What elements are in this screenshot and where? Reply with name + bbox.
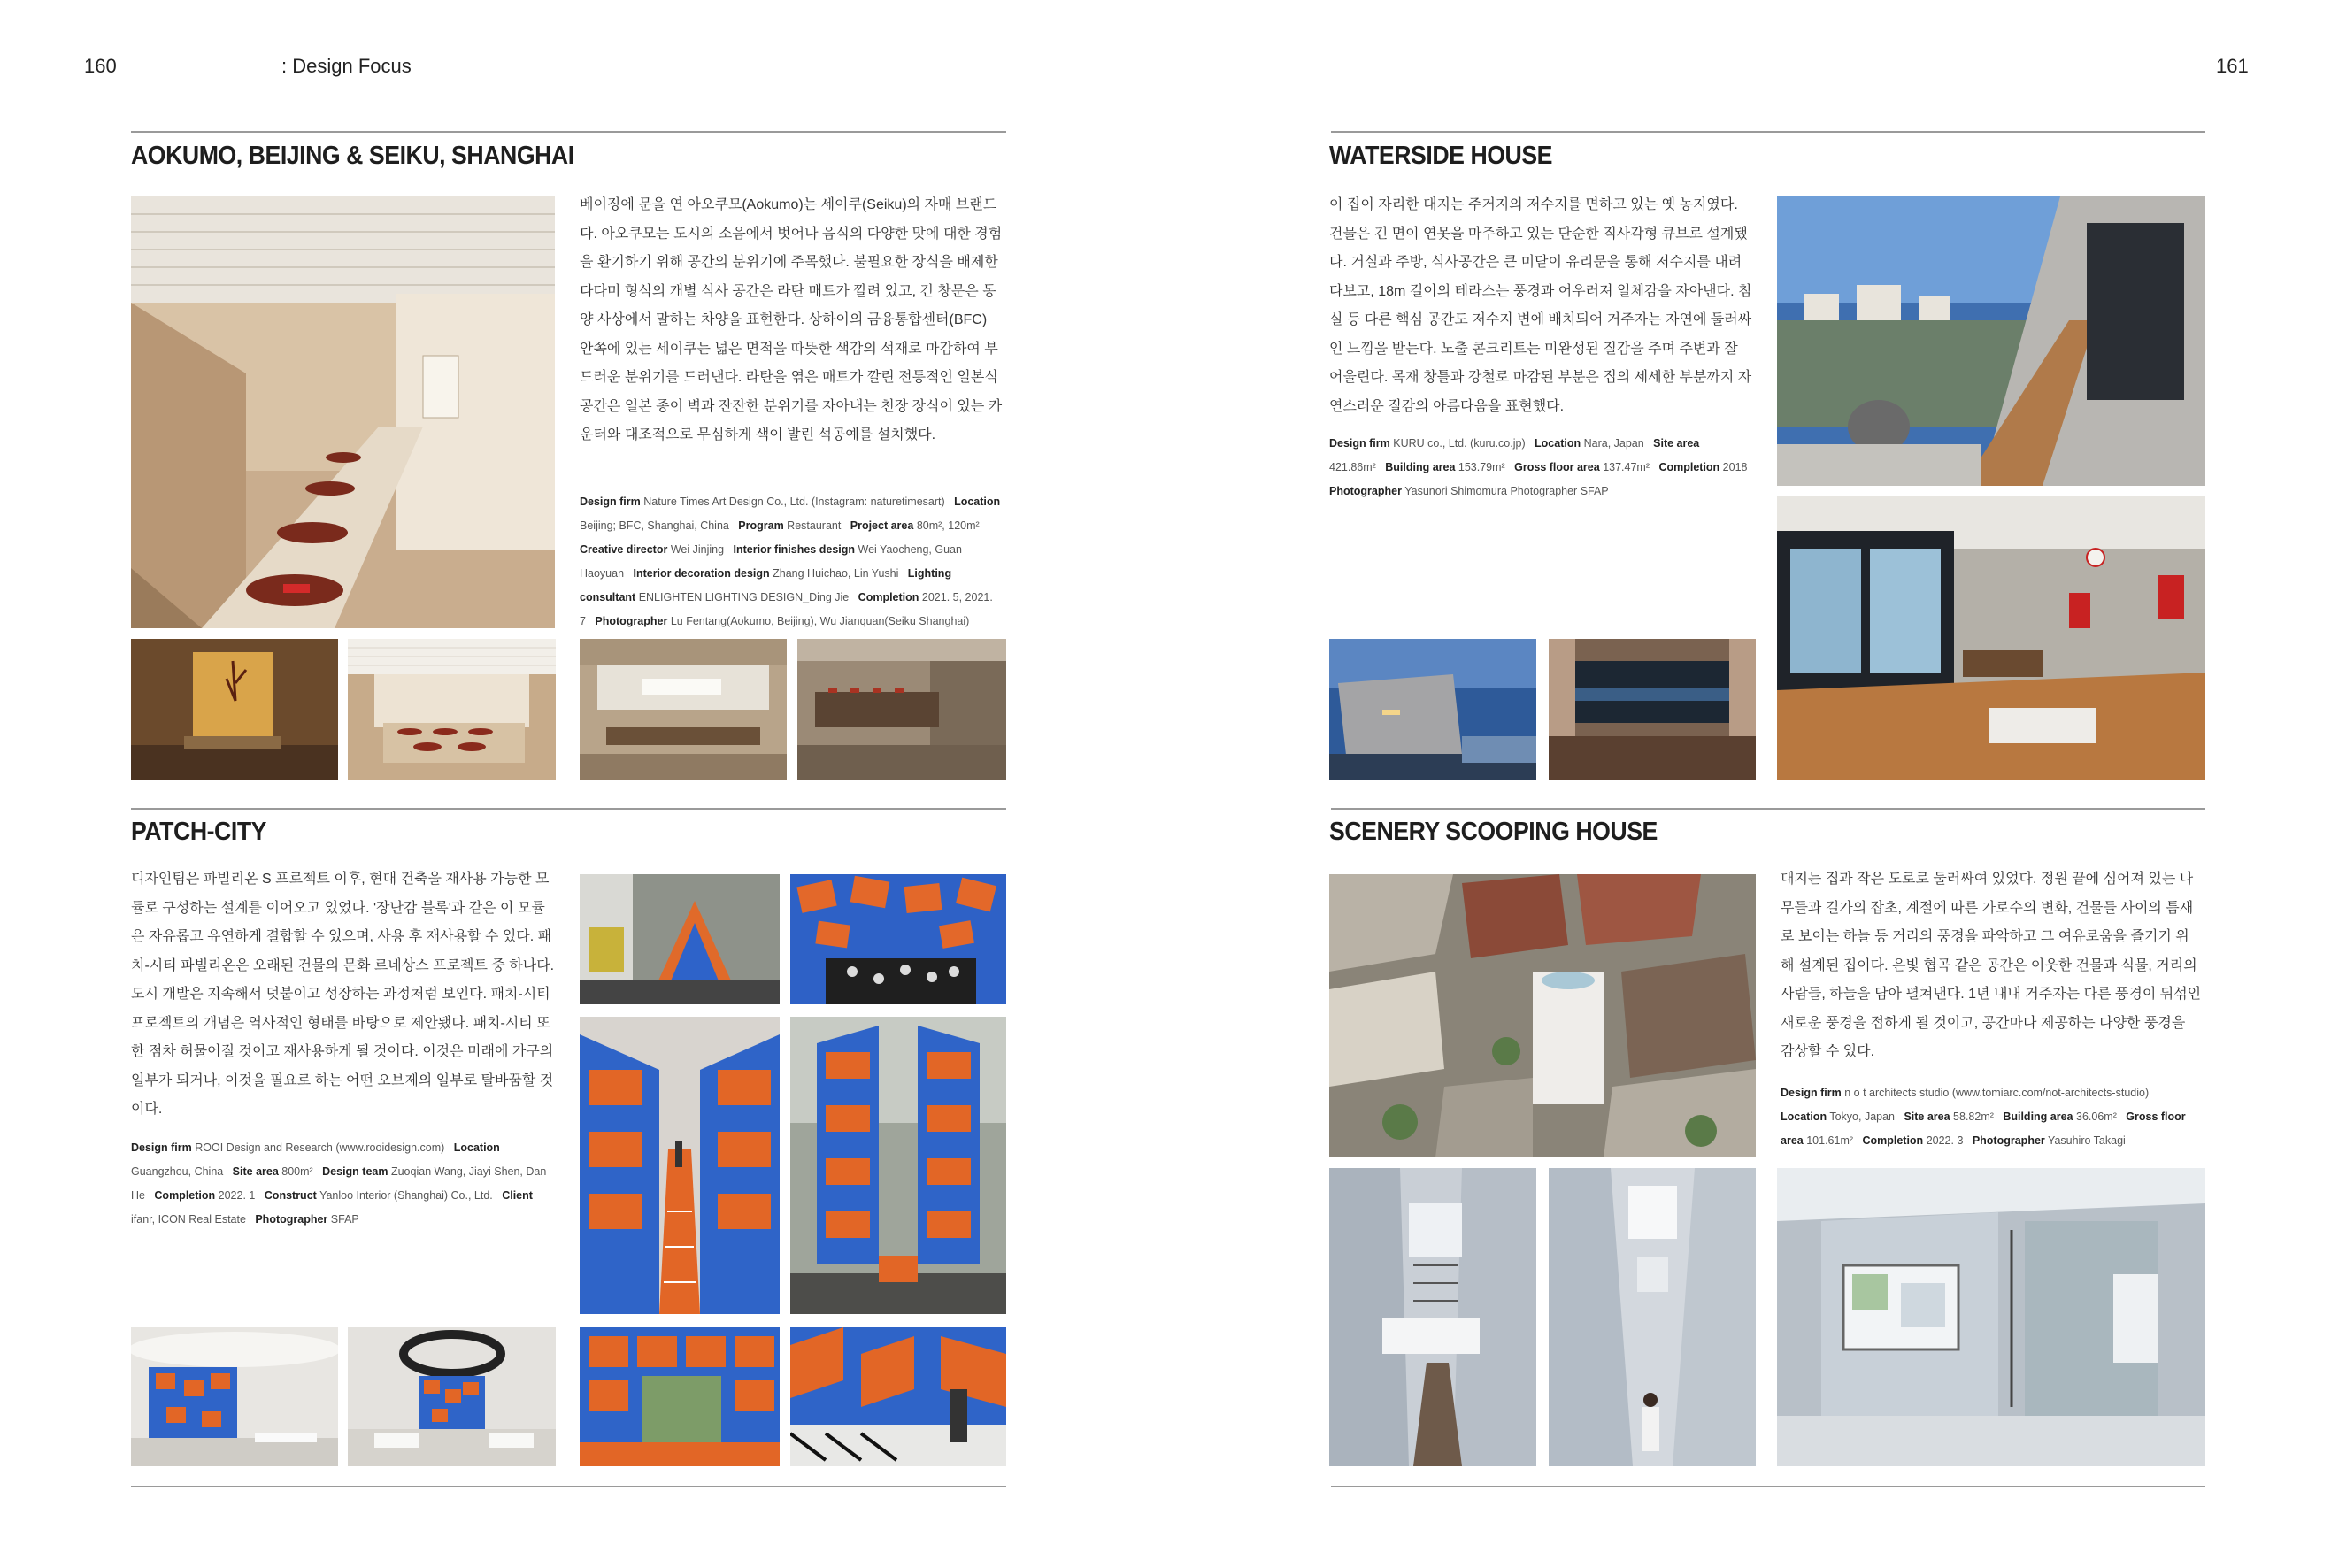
body-scenery: 대지는 집과 작은 도로로 둘러싸여 있었다. 정원 끝에 심어져 있는 나무들과 길가의 잡초, 계절에 따른 가로수의 변화, 건물들 사이의 틈새로 보이는 하늘 등 거리의 풍경을 파악하고 그 여유로움을 즐기기 위해 설계된 집이다. 은빛 협곡 같은 공간은 이웃한 건물과 식물, 거리의 사람들, 하늘을 담아 펼쳐낸다. 1년 내내 거주자는 다른 풍경이 뒤섞인 새로운 풍경을 접하게 될 것이고, 공간마다 제공하는 다양한 풍경을 감상할 수 있다. (1781, 872, 2202, 1059)
body-waterside: 이 집이 자리한 대지는 주거지의 저수지를 면하고 있는 옛 농지였다. 건물은 긴 면이 연못을 마주하고 있는 단순한 직사각형 큐브로 설계됐다. 거실과 주방, 식사공간은 큰 미닫이 유리문을 통해 저수지를 내려다보고, 18m 길이의 테라스는 풍경과 어우러져 일체감을 자아낸다. 침실 등 다른 핵심 공간도 저수지 변에 배치되어 거주자는 자연에 둘러싸인 느낌을 받는다. 노출 콘크리트는 미완성된 질감을 주며 주변과 잘 어울린다. 목재 창틀과 강철로 마감된 부분은 집의 세세한 부분까지 자연스러운 질감의 아름다움을 표현했다. (1329, 197, 1752, 414)
credit-label: Location (453, 1141, 500, 1154)
credit-value: Restaurant (787, 519, 842, 532)
project-title-waterside: WATERSIDE HOUSE (1329, 142, 1553, 170)
credit-label: Site area (1904, 1111, 1950, 1123)
photo-patch-city-interior-1 (131, 1327, 338, 1466)
photo-scenery-void (1549, 1168, 1756, 1466)
credit-value: Lu Fentang(Aokumo, Beijing), Wu Jianquan(Seiku Shanghai) (670, 615, 970, 627)
credits-patch-city (131, 1136, 556, 1232)
credit-label: Design team (322, 1165, 388, 1178)
credit-label: Gross floor area (1514, 461, 1600, 473)
photo-aokumo-main (131, 196, 555, 628)
credits-aokumo (580, 490, 1006, 634)
credit-value: 101.61m² (1806, 1134, 1854, 1147)
section-label: : Design Focus (281, 55, 412, 77)
project-title-aokumo: AOKUMO, BEIJING & SEIKU, SHANGHAI (131, 142, 574, 170)
right-page-number: 161 (2216, 55, 2249, 77)
credit-value: KURU co., Ltd. (kuru.co.jp) (1393, 437, 1526, 450)
credit-label: Design firm (1329, 437, 1390, 450)
credit-value: ROOI Design and Research (www.rooidesign.com) (195, 1141, 445, 1154)
credit-value: Wei Jinjing (670, 543, 725, 556)
credit-value: Wei Yaocheng, Guan Haoyuan (580, 543, 962, 580)
photo-seiku-room (797, 639, 1006, 780)
credit-label: Location (954, 496, 1001, 508)
photo-patch-city-tunnel (580, 1017, 780, 1314)
credit-label: Project area (850, 519, 914, 532)
credit-value: Guangzhou, China (131, 1165, 224, 1178)
credit-label: Location (1781, 1111, 1827, 1123)
credit-label: Interior decoration design (633, 567, 770, 580)
credit-value: ifanr, ICON Real Estate (131, 1213, 246, 1226)
credit-value: Zhang Huichao, Lin Yushi (773, 567, 899, 580)
photo-waterside-night-interior (1549, 639, 1756, 780)
credit-label: Program (738, 519, 784, 532)
credit-label: Design firm (1781, 1087, 1842, 1099)
photo-patch-city-blocks-2 (790, 1327, 1006, 1466)
photo-waterside-living (1777, 496, 2205, 780)
credit-value: Yasunori Shimomura Photographer SFAP (1404, 485, 1609, 497)
credit-label: Gross floor area (1781, 1111, 2186, 1147)
photo-patch-city-blocks-1 (580, 1327, 780, 1466)
credit-value: n o t architects studio (www.tomiarc.com/not-architects-studio) (1844, 1087, 2150, 1099)
credit-value: 2021. 5, 2021. 7 (580, 591, 993, 627)
credit-value: SFAP (330, 1213, 359, 1226)
credits-scenery (1781, 1081, 2202, 1153)
credit-label: Building area (1385, 461, 1456, 473)
credits-waterside (1329, 432, 1754, 503)
photo-waterside-exterior (1329, 639, 1536, 780)
credit-label: Photographer (595, 615, 668, 627)
divider-mid-left (131, 808, 1006, 810)
photo-patch-city-interior-2 (348, 1327, 556, 1466)
credit-label: Building area (2003, 1111, 2073, 1123)
body-aokumo: 베이징에 문을 연 아오쿠모(Aokumo)는 세이쿠(Seiku)의 자매 브랜드다. 아오쿠모는 도시의 소음에서 벗어나 음식의 다양한 맛에 대한 경험을 환기하기 위해 공간의 분위기에 주목했다. 불필요한 장식을 배제한 다다미 형식의 개별 식사 공간은 라탄 매트가 깔려 있고, 긴 창문은 동양 사상에서 말하는 차양을 표현한다. 상하이의 금융통합센터(BFC) 안쪽에 있는 세이쿠는 넓은 면적을 따뜻한 색감의 석재로 마감하여 부드러운 분위기를 드러낸다. 라탄을 엮은 매트가 깔린 전통적인 일본식 공간은 일본 종이 벽과 잔잔한 분위기를 자아내는 천장 장식이 있는 카운터와 대조적으로 무심하게 색이 발린 석공예를 설치했다. (580, 197, 1003, 442)
credit-value: 80m², 120m² (916, 519, 980, 532)
credit-value: 137.47m² (1603, 461, 1650, 473)
credit-label: Photographer (1329, 485, 1402, 497)
photo-aokumo-private-room (580, 639, 787, 780)
body-patch-city: 디자인팀은 파빌리온 S 프로젝트 이후, 현대 건축을 재사용 가능한 모듈로 구성하는 설계를 이어오고 있었다. '장난감 블록'과 같은 이 모듈은 자유롭고 유연하게 결합할 수 있으며, 사용 후 재사용할 수 있다. 패치-시티 파빌리온은 오래된 건물의 문화 르네상스 프로젝트 중 하나다. 도시 개발은 지속해서 덧붙이고 성장하는 과정처럼 보인다. 패치-시티 프로젝트의 개념은 역사적인 형태를 바탕으로 제안됐다. 패치-시티 또한 점차 허물어질 것이고 재사용하게 될 것이다. 이것은 미래에 가구의 일부가 되거나, 이것을 필요로 하는 어떤 오브제의 일부로 탈바꿈할 것이다. (131, 872, 555, 1117)
credit-value: 800m² (281, 1165, 313, 1178)
credit-value: Nature Times Art Design Co., Ltd. (Instagram: naturetimesart) (643, 496, 945, 508)
credit-value: 58.82m² (1953, 1111, 1994, 1123)
credit-label: Construct (264, 1189, 317, 1202)
credit-value: ENLIGHTEN LIGHTING DESIGN_Ding Jie (638, 591, 850, 603)
credit-label: Creative director (580, 543, 668, 556)
credit-value: 2022. 1 (218, 1189, 256, 1202)
project-title-patch-city: PATCH-CITY (131, 818, 266, 846)
credit-value: Yasuhiro Takagi (2048, 1134, 2126, 1147)
credit-label: Completion (1862, 1134, 1924, 1147)
photo-scenery-aerial (1329, 874, 1756, 1157)
credit-label: Interior finishes design (733, 543, 856, 556)
photo-scenery-stair (1329, 1168, 1536, 1466)
credit-value: Tokyo, Japan (1829, 1111, 1896, 1123)
photo-scenery-bathroom (1777, 1168, 2205, 1466)
credit-value: Zuoqian Wang, Jiayi Shen, Dan He (131, 1165, 547, 1202)
credit-value: 36.06m² (2076, 1111, 2117, 1123)
photo-patch-city-crowd (790, 874, 1006, 1004)
divider-bottom-left (131, 1486, 1006, 1487)
divider-top-left (131, 131, 1006, 133)
photo-waterside-terrace (1777, 196, 2205, 486)
credit-value: Beijing; BFC, Shanghai, China (580, 519, 729, 532)
credit-label: Lighting consultant (580, 567, 952, 603)
credit-label: Design firm (580, 496, 641, 508)
credit-label: Completion (154, 1189, 216, 1202)
photo-patch-city-street (580, 874, 780, 1004)
credit-value: Nara, Japan (1583, 437, 1644, 450)
credit-label: Site area (232, 1165, 279, 1178)
divider-top-right (1331, 131, 2205, 133)
photo-aokumo-room (348, 639, 556, 780)
credit-label: Site area (1653, 437, 1700, 450)
credit-value: 2022. 3 (1926, 1134, 1964, 1147)
credit-label: Location (1535, 437, 1581, 450)
left-page-number: 160 (84, 55, 117, 77)
photo-aokumo-niche (131, 639, 338, 780)
divider-bottom-right (1331, 1486, 2205, 1487)
credit-label: Design firm (131, 1141, 192, 1154)
credit-value: 421.86m² (1329, 461, 1376, 473)
credit-value: 153.79m² (1458, 461, 1505, 473)
credit-label: Photographer (255, 1213, 328, 1226)
credit-label: Completion (1658, 461, 1720, 473)
credit-value: 2018 (1722, 461, 1748, 473)
credit-label: Completion (858, 591, 919, 603)
divider-mid-right (1331, 808, 2205, 810)
photo-patch-city-towers (790, 1017, 1006, 1314)
credit-label: Photographer (1972, 1134, 2045, 1147)
project-title-scenery: SCENERY SCOOPING HOUSE (1329, 818, 1658, 846)
credit-value: Yanloo Interior (Shanghai) Co., Ltd. (319, 1189, 493, 1202)
credit-label: Client (502, 1189, 533, 1202)
